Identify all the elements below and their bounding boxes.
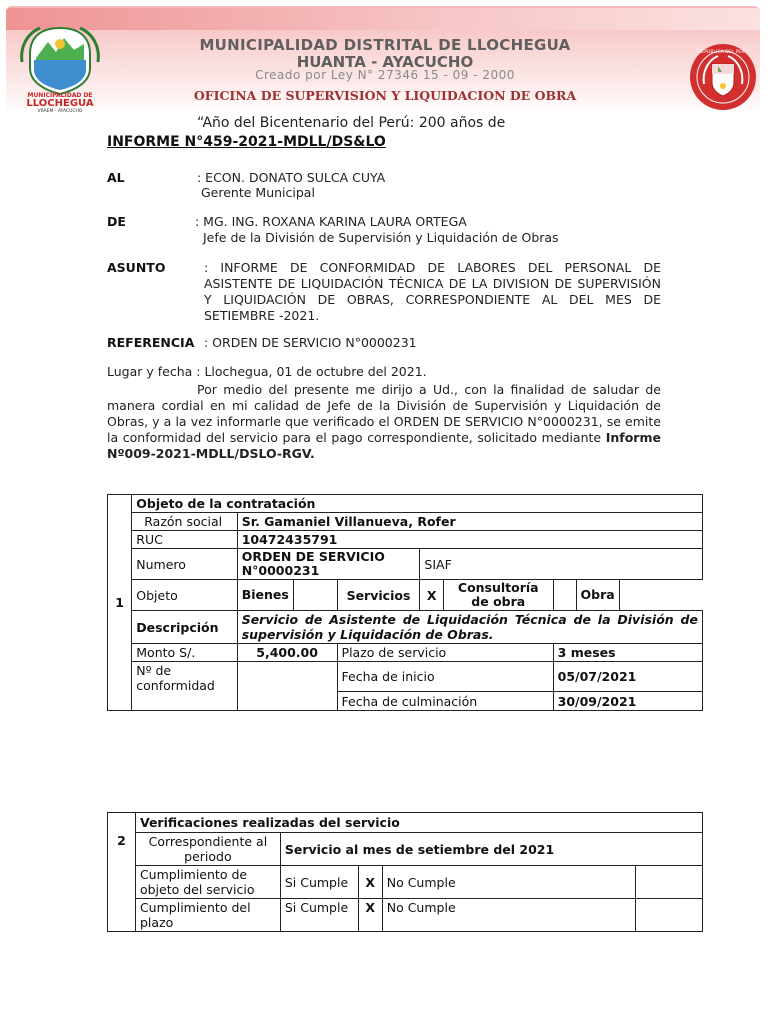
municipality-logo xyxy=(16,24,104,112)
si-cumple-checkbox: X xyxy=(358,899,382,932)
si-cumple-label: Si Cumple xyxy=(280,899,358,932)
servicios-label: Servicios xyxy=(337,580,420,611)
obra-label: Obra xyxy=(576,580,619,611)
verification-table xyxy=(107,812,703,932)
table-row xyxy=(108,899,703,932)
office-name: OFICINA DE SUPERVISION Y LIQUIDACION DE OBRA xyxy=(193,88,577,103)
al-recipient-role: Gerente Municipal xyxy=(201,185,315,200)
letterhead-band xyxy=(6,8,760,30)
svg-text:VRAEM - AYACUCHO: VRAEM - AYACUCHO xyxy=(37,109,83,112)
monto-label: Monto S/. xyxy=(132,644,237,662)
fecha-inicio-value: 05/07/2021 xyxy=(553,662,702,692)
fecha-culminacion-value: 30/09/2021 xyxy=(553,692,702,711)
numero-label: Numero xyxy=(132,549,237,580)
de-sender: : MG. ING. ROXANA KARINA LAURA ORTEGA xyxy=(195,214,467,229)
consultoria-label: Consultoría de obra xyxy=(443,580,553,611)
consultoria-checkbox xyxy=(553,580,576,611)
verification-header: Verificaciones realizadas del servicio xyxy=(135,813,702,833)
no-cumple-checkbox xyxy=(636,899,703,932)
monto-value: 5,400.00 xyxy=(237,644,337,662)
ruc-value: 10472435791 xyxy=(237,531,702,549)
svg-text:MUNICIPALIDAD DE: MUNICIPALIDAD DE xyxy=(27,92,93,99)
svg-text:LLOCHEGUA: LLOCHEGUA xyxy=(26,98,94,109)
informe-title: INFORME N°459-2021-MDLL/DS&LO xyxy=(107,134,396,150)
obra-checkbox xyxy=(619,580,702,611)
asunto-label: ASUNTO xyxy=(107,260,166,275)
siaf-label: SIAF xyxy=(420,549,703,580)
conformidad-value xyxy=(237,662,337,711)
periodo-value: Servicio al mes de setiembre del 2021 xyxy=(280,833,702,866)
municipality-location: HUANTA - AYACUCHO xyxy=(296,53,474,71)
body-paragraph-text: Por medio del presente me dirijo a Ud., con la finalidad de saludar de manera cordial en mi calidad de Jefe de la División de Supervisión y Liquidación de Obras, y a la vez informarle que verificado el ORDEN DE SERVICIO N°0000231, se emite la conformidad del servicio para el pago correspondiente, solicitado mediante xyxy=(107,382,661,445)
verification-label: Cumplimiento del plazo xyxy=(135,899,280,932)
servicios-checkbox: X xyxy=(420,580,443,611)
al-recipient: : ECON. DONATO SULCA CUYA xyxy=(197,170,386,185)
municipality-name: MUNICIPALIDAD DISTRITAL DE LLOCHEGUA xyxy=(199,36,571,54)
bienes-label: Bienes xyxy=(237,580,293,611)
section-number: 2 xyxy=(108,813,136,932)
no-cumple-checkbox xyxy=(636,866,703,899)
ruc-label: RUC xyxy=(132,531,237,549)
place-date: Lugar y fecha : Llochegua, 01 de octubre del 2021. xyxy=(107,364,427,379)
conformidad-label: Nº de conformidad xyxy=(132,662,237,711)
referencia-label: REFERENCIA xyxy=(107,335,195,350)
section-number: 1 xyxy=(108,495,132,711)
descripcion-value: Servicio de Asistente de Liquidación Técnica de la División de supervisión y Liquidación de Obras. xyxy=(237,611,702,644)
contract-table xyxy=(107,494,703,711)
body-paragraph xyxy=(107,382,661,462)
no-cumple-label: No Cumple xyxy=(382,866,635,899)
no-cumple-label: No Cumple xyxy=(382,899,635,932)
de-sender-role: Jefe de la División de Supervisión y Liquidación de Obras xyxy=(203,230,559,245)
objeto-label: Objeto xyxy=(132,580,237,611)
al-label: AL xyxy=(107,170,125,185)
verification-label: Cumplimiento de objeto del servicio xyxy=(135,866,280,899)
creation-law: Creado por Ley N° 27346 15 - 09 - 2000 xyxy=(255,68,515,82)
peru-coat-of-arms-icon xyxy=(688,42,758,112)
razon-social-value: Sr. Gamaniel Villanueva, Rofer xyxy=(237,513,702,531)
informe-reference: Informe Nº009-2021-MDLL/DSLO-RGV. xyxy=(107,430,661,461)
si-cumple-label: Si Cumple xyxy=(280,866,358,899)
asunto-text: : INFORME DE CONFORMIDAD DE LABORES DEL PERSONAL DE ASISTENTE DE LIQUIDACIÓN TÉCNICA DE LA DIVISION DE SUPERVISIÓN Y LIQUIDACIÓN DE OBRAS, CORRESPONDIENTE AL DEL MES DE SETIEMBRE -2021. xyxy=(204,260,661,323)
referencia-value: : ORDEN DE SERVICIO N°0000231 xyxy=(204,335,417,350)
svg-text:REPUBLICA DEL PERU: REPUBLICA DEL PERU xyxy=(698,50,748,55)
numero-value: ORDEN DE SERVICIO N°0000231 xyxy=(237,549,420,580)
descripcion-label: Descripción xyxy=(132,611,237,644)
plazo-label: Plazo de servicio xyxy=(337,644,553,662)
si-cumple-checkbox: X xyxy=(358,866,382,899)
de-label: DE xyxy=(107,214,126,229)
bienes-checkbox xyxy=(293,580,337,611)
fecha-culminacion-label: Fecha de culminación xyxy=(337,692,553,711)
table-row xyxy=(108,866,703,899)
fecha-inicio-label: Fecha de inicio xyxy=(337,662,553,692)
year-phrase: “Año del Bicentenario del Perú: 200 años de xyxy=(197,115,506,131)
plazo-value: 3 meses xyxy=(553,644,702,662)
periodo-label: Correspondiente al periodo xyxy=(135,833,280,866)
contract-object-header: Objeto de la contratación xyxy=(132,495,703,513)
razon-social-label: Razón social xyxy=(132,513,237,531)
